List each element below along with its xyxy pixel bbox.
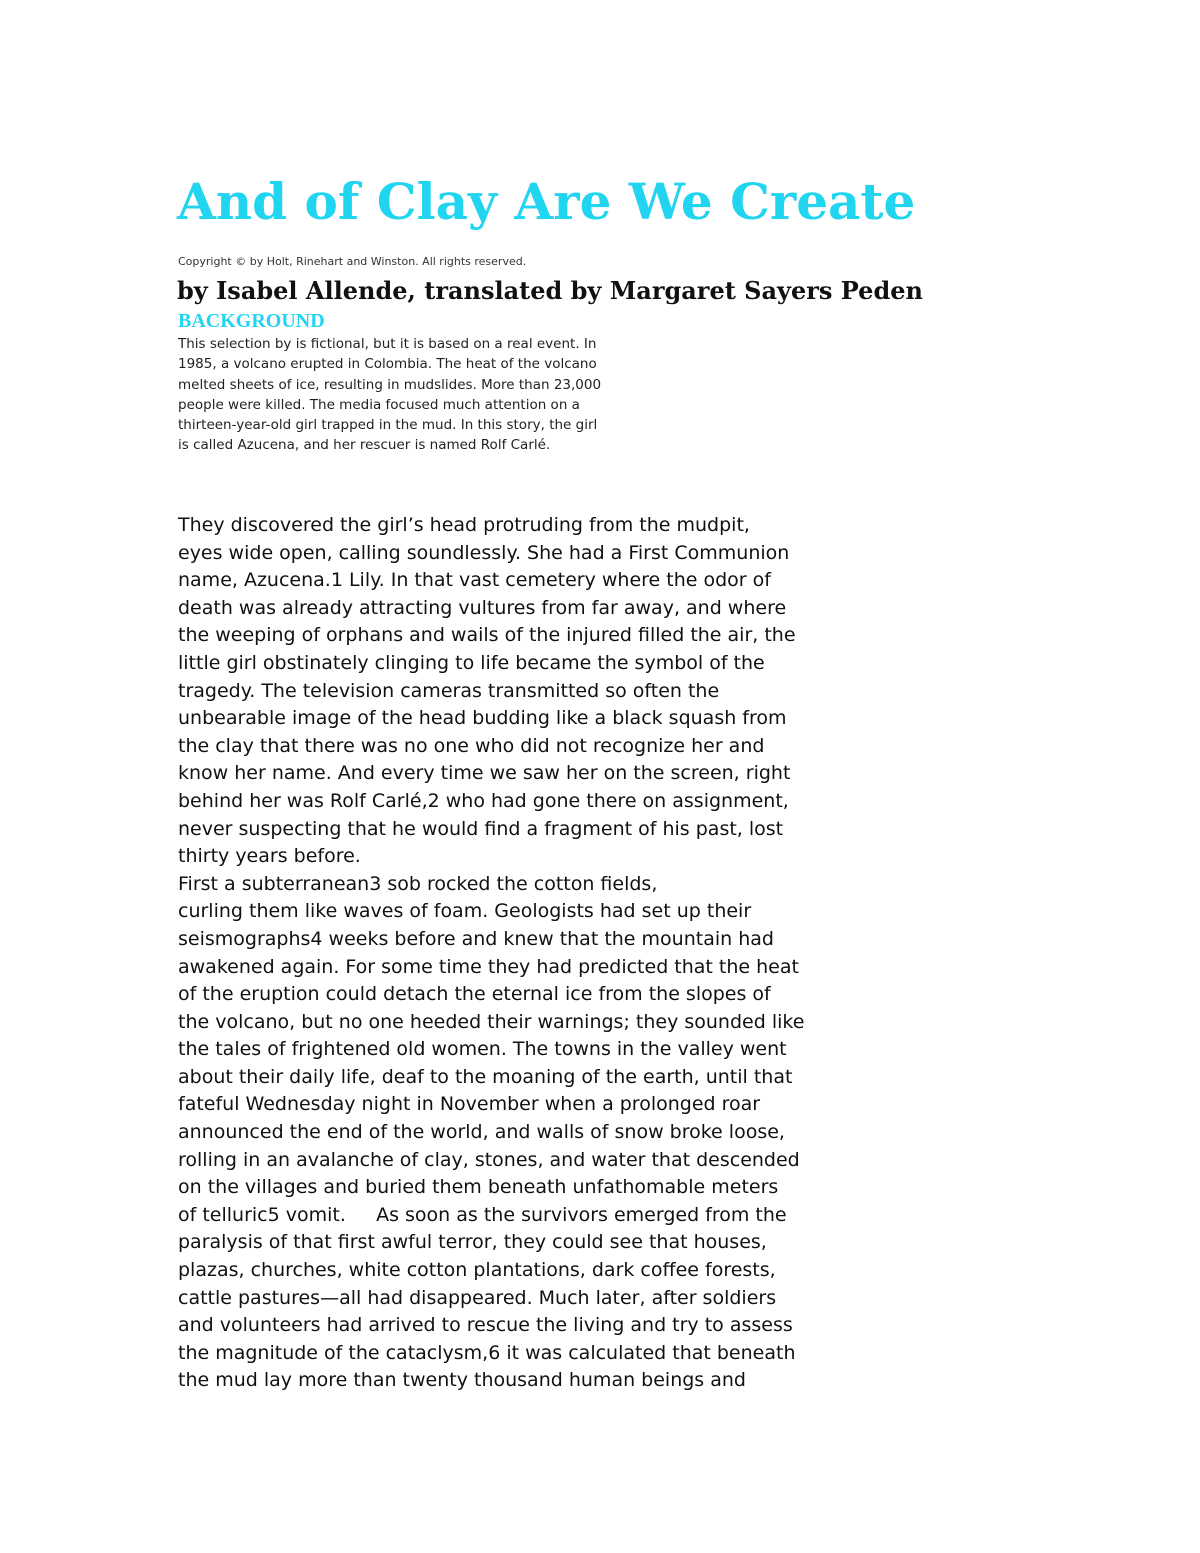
story-line: about their daily life, deaf to the moaning of the earth, until that	[178, 1065, 793, 1088]
background-heading: BACKGROUND	[178, 310, 325, 332]
story-line: the tales of frightened old women. The towns in the valley went	[178, 1038, 787, 1061]
story-line: rolling in an avalanche of clay, stones, and water that descended	[178, 1148, 800, 1171]
copyright-notice: Copyright © by Holt, Rinehart and Winston. All rights reserved.	[178, 255, 527, 268]
background-line: This selection by is fictional, but it is based on a real event. In	[178, 336, 597, 352]
background-line: melted sheets of ice, resulting in mudslides. More than 23,000	[178, 376, 602, 393]
story-line: paralysis of that first awful terror, they could see that houses,	[178, 1231, 767, 1254]
story-line: the magnitude of the cataclysm,6 it was calculated that beneath	[178, 1341, 796, 1364]
story-line: First a subterranean3 sob rocked the cotton fields,	[178, 872, 658, 895]
story-line: name, Azucena.1 Lily. In that vast cemetery where the odor of	[178, 569, 771, 592]
story-line: never suspecting that he would find a fragment of his past, lost	[178, 817, 784, 840]
author-byline: by Isabel Allende, translated by Margaret Sayers Peden	[177, 276, 923, 305]
story-line: on the villages and buried them beneath unfathomable meters	[178, 1176, 779, 1199]
story-line: of the eruption could detach the eternal ice from the slopes of	[178, 983, 771, 1006]
story-line: tragedy. The television cameras transmitted so often the	[178, 679, 720, 702]
story-line: thirty years before.	[178, 845, 361, 868]
story-line: eyes wide open, calling soundlessly. She had a First Communion	[178, 541, 790, 564]
story-line: the clay that there was no one who did not recognize her and	[178, 734, 765, 757]
story-line: and volunteers had arrived to rescue the living and try to assess	[178, 1314, 793, 1337]
background-line: 1985, a volcano erupted in Colombia. The heat of the volcano	[178, 356, 597, 373]
story-line: behind her was Rolf Carlé,2 who had gone there on assignment,	[178, 789, 789, 812]
story-line: death was already attracting vultures from far away, and where	[178, 596, 787, 619]
background-paragraph	[178, 334, 658, 456]
story-line: the mud lay more than twenty thousand human beings and	[178, 1369, 746, 1392]
story-line: the weeping of orphans and wails of the injured filled the air, the	[178, 624, 796, 647]
story-line: They discovered the girl’s head protruding from the mudpit,	[178, 514, 750, 536]
story-line: awakened again. For some time they had predicted that the heat	[178, 955, 799, 978]
story-text	[178, 512, 878, 1395]
story-line: the volcano, but no one heeded their warnings; they sounded like	[178, 1010, 805, 1033]
story-line: little girl obstinately clinging to life became the symbol of the	[178, 651, 765, 674]
story-line: know her name. And every time we saw her on the screen, right	[178, 762, 791, 785]
story-line: of telluric5 vomit. As soon as the survivors emerged from the	[178, 1203, 787, 1226]
story-line: announced the end of the world, and walls of snow broke loose,	[178, 1121, 785, 1144]
background-line: thirteen-year-old girl trapped in the mud. In this story, the girl	[178, 417, 598, 434]
story-line: fateful Wednesday night in November when a prolonged roar	[178, 1093, 761, 1116]
story-line: curling them like waves of foam. Geologists had set up their	[178, 900, 752, 923]
story-line: seismographs4 weeks before and knew that the mountain had	[178, 927, 774, 950]
background-line: is called Azucena, and her rescuer is named Rolf Carlé.	[178, 437, 551, 454]
story-line: plazas, churches, white cotton plantations, dark coffee forests,	[178, 1259, 776, 1282]
story-line: unbearable image of the head budding like a black squash from	[178, 707, 787, 730]
story-line: cattle pastures—all had disappeared. Much later, after soldiers	[178, 1286, 777, 1309]
document-title: And of Clay Are We Create	[177, 172, 916, 231]
background-line: people were killed. The media focused much attention on a	[178, 396, 580, 413]
